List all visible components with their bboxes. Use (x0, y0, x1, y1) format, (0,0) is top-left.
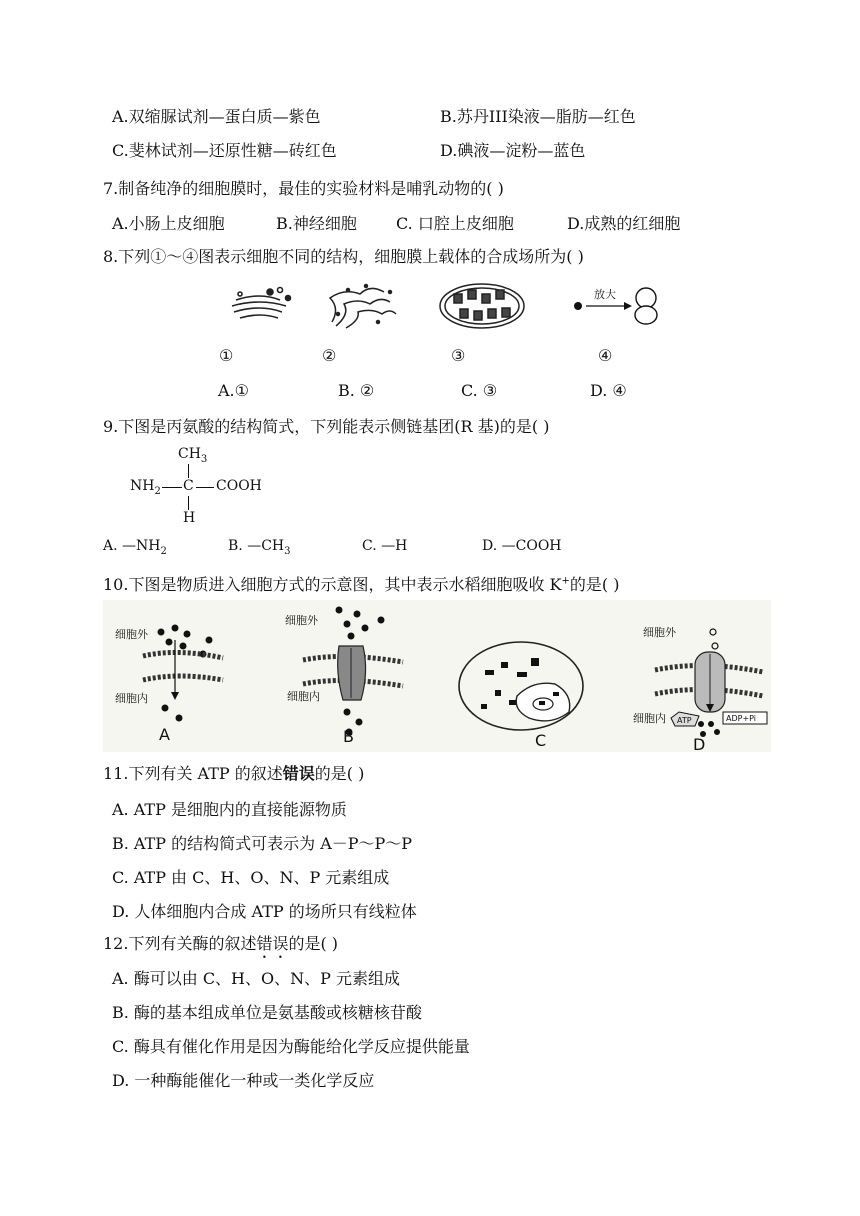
formula-top: $CH_3$ (178, 446, 208, 465)
zoom-label: 放大 (594, 288, 616, 301)
panel-d-label: D (693, 735, 706, 752)
q8-label-3: ③ (451, 346, 466, 365)
q9-option-d: D. —COOH (482, 538, 562, 554)
q8-option-b: B. ② (338, 381, 375, 400)
q8-label-4: ④ (598, 346, 613, 365)
q9-option-c: C. —H (362, 538, 408, 554)
bond-bottom (188, 496, 189, 510)
panel-c-label: C (535, 731, 547, 750)
q11-stem: 11.下列有关 ATP 的叙述错误的是( ) (103, 764, 365, 783)
q11-emphasis: 错误 (282, 764, 315, 783)
panel-b-outside-label: 细胞外 (285, 614, 318, 627)
q8-option-c: C. ③ (461, 381, 498, 400)
q8-figures (220, 278, 680, 334)
formula-left: $NH_2$ (130, 478, 161, 497)
q7-option-d: D.成熟的红细胞 (567, 214, 681, 233)
q7-stem: 7.制备纯净的细胞膜时，最佳的实验材料是哺乳动物的( ) (103, 179, 504, 198)
alanine-formula (130, 446, 280, 530)
q12-emphasis: 错误 (256, 934, 289, 953)
adp-badge (723, 712, 767, 724)
q7-option-b: B.神经细胞 (276, 214, 357, 233)
q9-option-b: B. $—CH_3$ (228, 538, 291, 557)
bond-top (188, 464, 189, 478)
panel-d-outside-label: 细胞外 (643, 626, 676, 639)
q6-option-b: B.苏丹III染液—脂肪—红色 (440, 107, 636, 126)
q12-option-b: B. 酶的基本组成单位是氨基酸或核糖核苷酸 (112, 1003, 422, 1022)
q12-option-a: A. 酶可以由 C、H、O、N、P 元素组成 (112, 969, 400, 988)
q8-option-a: A.① (218, 381, 249, 400)
q6-option-d: D.碘液—淀粉—蓝色 (440, 141, 586, 160)
golgi-figure (232, 288, 291, 319)
formula-right: COOH (216, 478, 262, 494)
svg-text:ATP: ATP (677, 716, 692, 725)
q10-stem: 10.下图是物质进入细胞方式的示意图，其中表示水稻细胞吸收 K+的是( ) (103, 575, 620, 594)
panel-a-inside-label: 细胞内 (115, 692, 148, 705)
q9-stem: 9.下图是丙氨酸的结构简式，下列能表示侧链基团(R 基)的是( ) (103, 417, 550, 436)
panel-b-inside-label: 细胞内 (287, 690, 320, 703)
q8-label-1: ① (219, 346, 234, 365)
endoplasmic-reticulum-figure (330, 285, 396, 329)
q12-option-d: D. 一种酶能催化一种或一类化学反应 (112, 1071, 375, 1090)
q6-option-a: A.双缩脲试剂—蛋白质—紫色 (112, 107, 321, 126)
q10-figure (103, 600, 771, 752)
bond-left (162, 487, 182, 488)
q9-option-a: A. $—NH_2$ (103, 538, 167, 557)
q12-stem: 12.下列有关酶的叙述错误的是( ) (103, 934, 339, 953)
q11-option-d: D. 人体细胞内合成 ATP 的场所只有线粒体 (112, 902, 417, 921)
q8-stem: 8.下列①～④图表示细胞不同的结构，细胞膜上载体的合成场所为( ) (103, 247, 584, 266)
formula-bottom: H (183, 510, 196, 526)
q11-option-b: B. ATP 的结构简式可表示为 A－P～P～P (112, 834, 413, 853)
q6-option-c: C.斐林试剂—还原性糖—砖红色 (112, 141, 337, 160)
q8-label-2: ② (322, 346, 337, 365)
q11-option-a: A. ATP 是细胞内的直接能源物质 (112, 800, 347, 819)
panel-b-label: B (343, 727, 354, 746)
q7-option-a: A.小肠上皮细胞 (112, 214, 225, 233)
svg-text:ADP+Pi: ADP+Pi (726, 714, 757, 723)
chloroplast-figure (440, 284, 524, 328)
q12-option-c: C. 酶具有催化作用是因为酶能给化学反应提供能量 (112, 1037, 470, 1056)
q7-option-c: C. 口腔上皮细胞 (396, 214, 514, 233)
bond-right (196, 487, 214, 488)
q8-option-d: D. ④ (590, 381, 627, 400)
panel-d-inside-label: 细胞内 (633, 712, 666, 725)
panel-a-outside-label: 细胞外 (115, 628, 148, 641)
q11-option-c: C. ATP 由 C、H、O、N、P 元素组成 (112, 868, 390, 887)
formula-center: C (183, 478, 194, 494)
panel-a-label: A (159, 725, 170, 744)
ribosome-figure (574, 287, 657, 324)
